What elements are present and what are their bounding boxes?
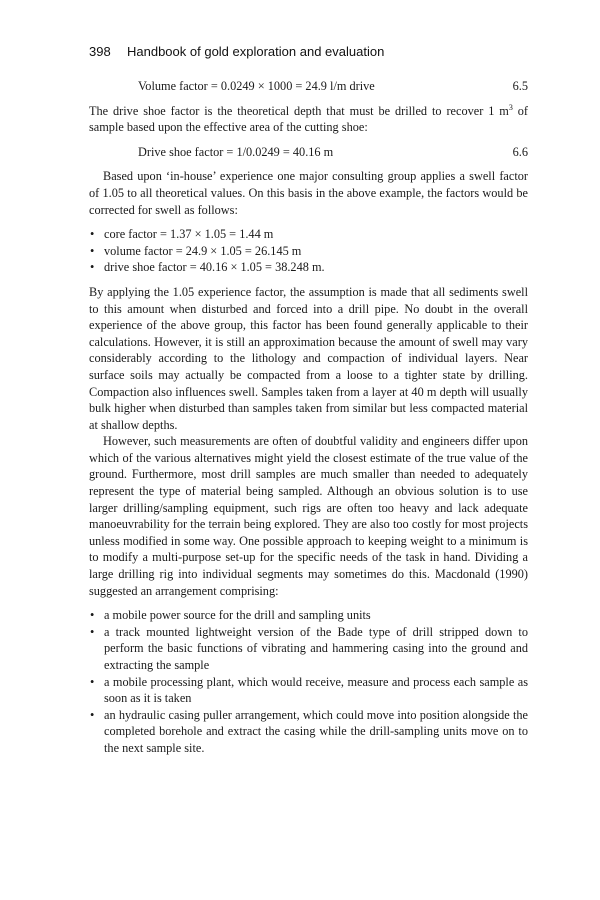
list-item bbox=[89, 259, 528, 276]
paragraph-swell-factor: Based upon ‘in-house’ experience one major consulting group applies a swell factor of 1.05 to all theoretical values. On this basis in the above example, the factors would be corrected for swell as follows: bbox=[89, 169, 528, 217]
arrangement-list bbox=[89, 607, 528, 756]
paragraph-text: The drive shoe factor is the theoretical depth that must be drilled to recover 1 m bbox=[89, 103, 509, 118]
bullet-icon: • bbox=[90, 227, 95, 242]
list-item bbox=[89, 243, 528, 260]
bullet-icon: • bbox=[90, 707, 95, 722]
equation-text: Volume factor = 0.0249 × 1000 = 24.9 l/m drive bbox=[138, 79, 375, 93]
list-item bbox=[89, 674, 528, 707]
bullet-icon: • bbox=[90, 674, 95, 689]
bullet-icon: • bbox=[90, 624, 95, 639]
list-item-text: core factor = 1.37 × 1.05 = 1.44 m bbox=[104, 227, 274, 242]
equation-number: 6.5 bbox=[512, 79, 528, 93]
list-item-text: a mobile processing plant, which would receive, measure and process each sample as soon as it is taken bbox=[104, 674, 528, 706]
equation-text: Drive shoe factor = 1/0.0249 = 40.16 m bbox=[138, 144, 334, 159]
list-item-text: drive shoe factor = 40.16 × 1.05 = 38.248 m. bbox=[104, 260, 325, 275]
list-item bbox=[89, 607, 528, 624]
list-item-text: volume factor = 24.9 × 1.05 = 26.145 m bbox=[104, 243, 302, 258]
list-item bbox=[89, 707, 528, 757]
running-title: Handbook of gold exploration and evaluation bbox=[127, 44, 385, 59]
list-item-text: an hydraulic casing puller arrangement, which could move into position alongside the completed borehole and extract the casing while the drill-sampling units move on to the next sample site. bbox=[104, 707, 528, 755]
paragraph-measurements: However, such measurements are often of doubtful validity and engineers differ upon which of the various alternatives might yield the closest estimate of the true value of the ground. Furthermore, most drill samples are much smaller than needed to adequately represent the type of material being sampled. Although an obvious solution is to use larger drilling/sampling equipment, such rigs are often too heavy and lack adequate manoeuvrability for the terrain being explored. They are also too costly for most projects unless modified in some way. One possible approach to keeping weight to a minimum is to modify a multi-purpose set-up for the specific needs of the task in hand. Dividing a large drilling rig into individual segments may sometimes do this. Macdonald (1990) suggested an arrangement comprising: bbox=[89, 434, 528, 598]
equation-6-5 bbox=[89, 78, 528, 95]
page-body bbox=[89, 78, 528, 765]
bullet-icon: • bbox=[90, 260, 95, 275]
bullet-icon: • bbox=[90, 608, 95, 623]
list-item bbox=[89, 226, 528, 243]
list-item bbox=[89, 624, 528, 674]
paragraph-drive-shoe bbox=[89, 103, 528, 136]
paragraph-experience-factor: By applying the 1.05 experience factor, the assumption is made that all sediments swell to this amount when disturbed and forced into a drill pipe. No doubt in the overall experience of the above group, this factor has been found generally applicable to their calculations. However, it is still an approximation because the amount of swell may vary considerably according to the lithology and compaction of individual layers. Near surface soils may actually be compacted from a loose to a tighter state by drilling. Compaction also influences swell. Samples taken from a layer at 40 m depth will usually bulk higher when disturbed than samples taken from similar but less compacted material at shallow depths. bbox=[89, 284, 528, 432]
equation-6-6 bbox=[89, 144, 528, 161]
bullet-icon: • bbox=[90, 243, 95, 258]
running-header bbox=[89, 44, 529, 59]
factor-list bbox=[89, 226, 528, 276]
superscript: 3 bbox=[508, 102, 513, 112]
page-number: 398 bbox=[89, 44, 111, 59]
paragraph-text: of sample based upon the effective area of the cutting shoe: bbox=[89, 103, 528, 135]
list-item-text: a mobile power source for the drill and sampling units bbox=[104, 608, 371, 623]
equation-number: 6.6 bbox=[512, 144, 528, 159]
list-item-text: a track mounted lightweight version of the Bade type of drill stripped down to perform the basic functions of vibrating and hammering casing into the ground and extracting the sample bbox=[104, 624, 528, 672]
